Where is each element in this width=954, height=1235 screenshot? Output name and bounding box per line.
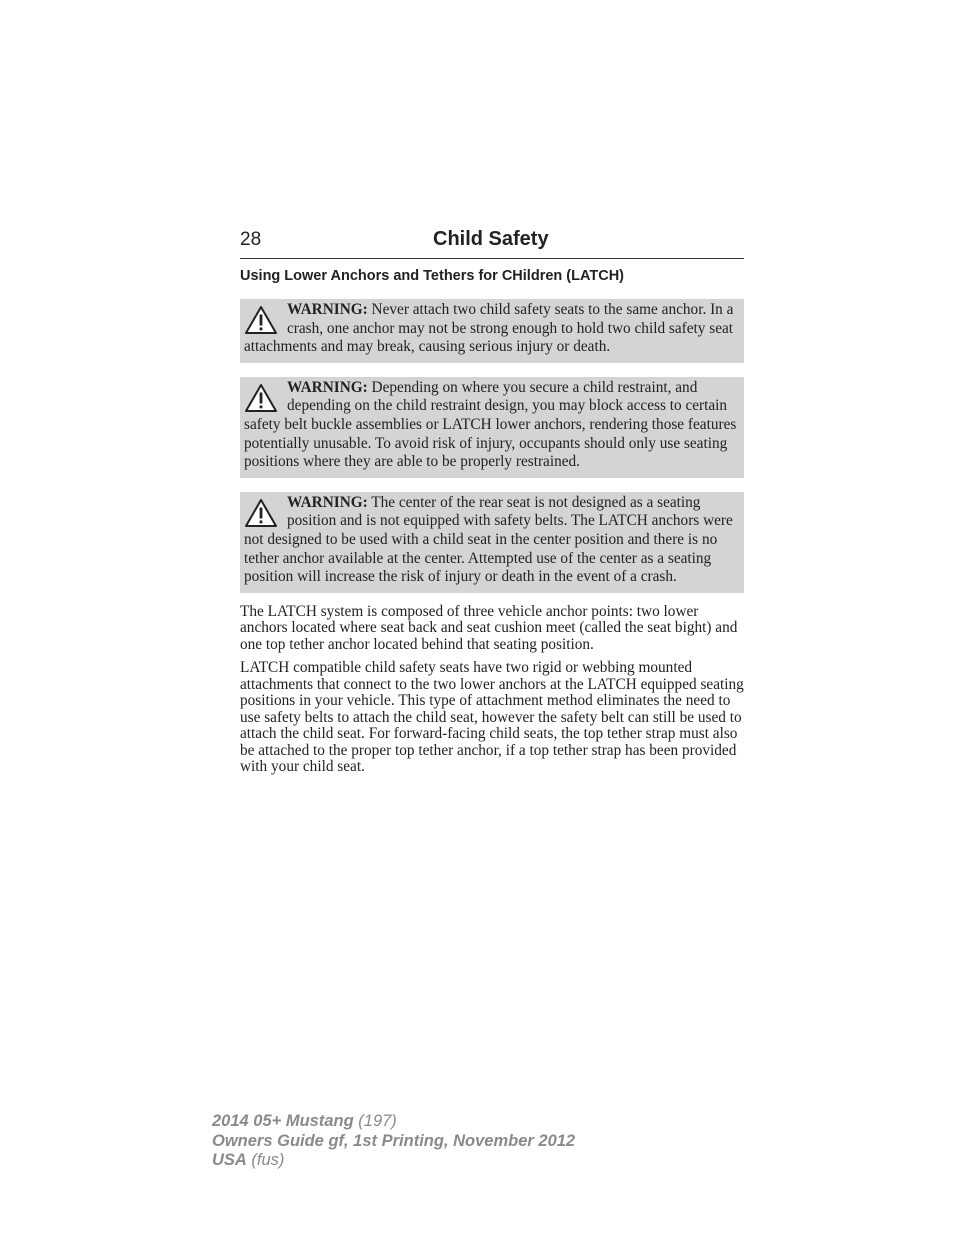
- footer-line-3: [212, 1151, 575, 1171]
- warning-text: Depending on where you secure a child restraint, and depending on the child restraint design, you may block access to certain safety belt buckle assemblies or LATCH lower anchors, rendering those features potentially unusable. To avoid risk of injury, occupants should only use seating positions where they are able to be properly restrained.: [244, 378, 737, 471]
- footer-market: USA: [212, 1151, 247, 1169]
- warning-triangle-icon: [244, 498, 278, 528]
- warning-triangle-icon: [244, 305, 278, 335]
- section-heading: Using Lower Anchors and Tethers for CHildren (LATCH): [240, 268, 624, 284]
- paragraph-latch-system: The LATCH system is composed of three vehicle anchor points: two lower anchors located where seat back and seat cushion meet (called the seat bight) and one top tether anchor located behind that seating position.: [240, 602, 738, 653]
- footer-line-2: [212, 1132, 575, 1152]
- page-number: 28: [240, 229, 262, 250]
- footer-line-1: [212, 1112, 575, 1132]
- page-footer: [212, 1112, 575, 1171]
- warning-label: WARNING:: [287, 301, 368, 318]
- chapter-title: Child Safety: [433, 228, 549, 250]
- warning-triangle-icon: [244, 383, 278, 413]
- warning-box-1: [240, 299, 744, 363]
- warning-box-2: [240, 377, 744, 478]
- footer-market-code: (fus): [246, 1151, 285, 1169]
- manual-page: [240, 228, 744, 783]
- paragraph-latch-seats: LATCH compatible child safety seats have two rigid or webbing mounted attachments that connect to the two lower anchors at the LATCH equipped seating positions in your vehicle. This type of attachment method eliminates the need to use safety belts to attach the child seat, however the safety belt can still be used to attach the child seat. For forward-facing child seats, the top tether strap must also be attached to the proper top tether anchor, if a top tether strap has been provided with your child seat.: [240, 659, 744, 776]
- footer-printing: Owners Guide gf, 1st Printing, November 2012: [212, 1131, 576, 1150]
- warning-box-3: [240, 492, 744, 593]
- warning-text: The center of the rear seat is not designed as a seating position and is not equipped with safety belts. The LATCH anchors were not designed to be used with a child seat in the center position and there is no tether anchor available at the center. Attempted use of the center as a seating position will increase the risk of injury or death in the event of a crash.: [244, 493, 733, 586]
- warning-text: Never attach two child safety seats to the same anchor. In a crash, one anchor may not be strong enough to hold two child safety seat attachments and may break, causing serious injury or death.: [244, 301, 734, 356]
- warning-label: WARNING:: [287, 378, 368, 396]
- footer-model-code: (197): [353, 1112, 397, 1130]
- warning-label: WARNING:: [287, 493, 368, 511]
- footer-model: 2014 05+ Mustang: [212, 1112, 354, 1130]
- page-header: [240, 228, 744, 259]
